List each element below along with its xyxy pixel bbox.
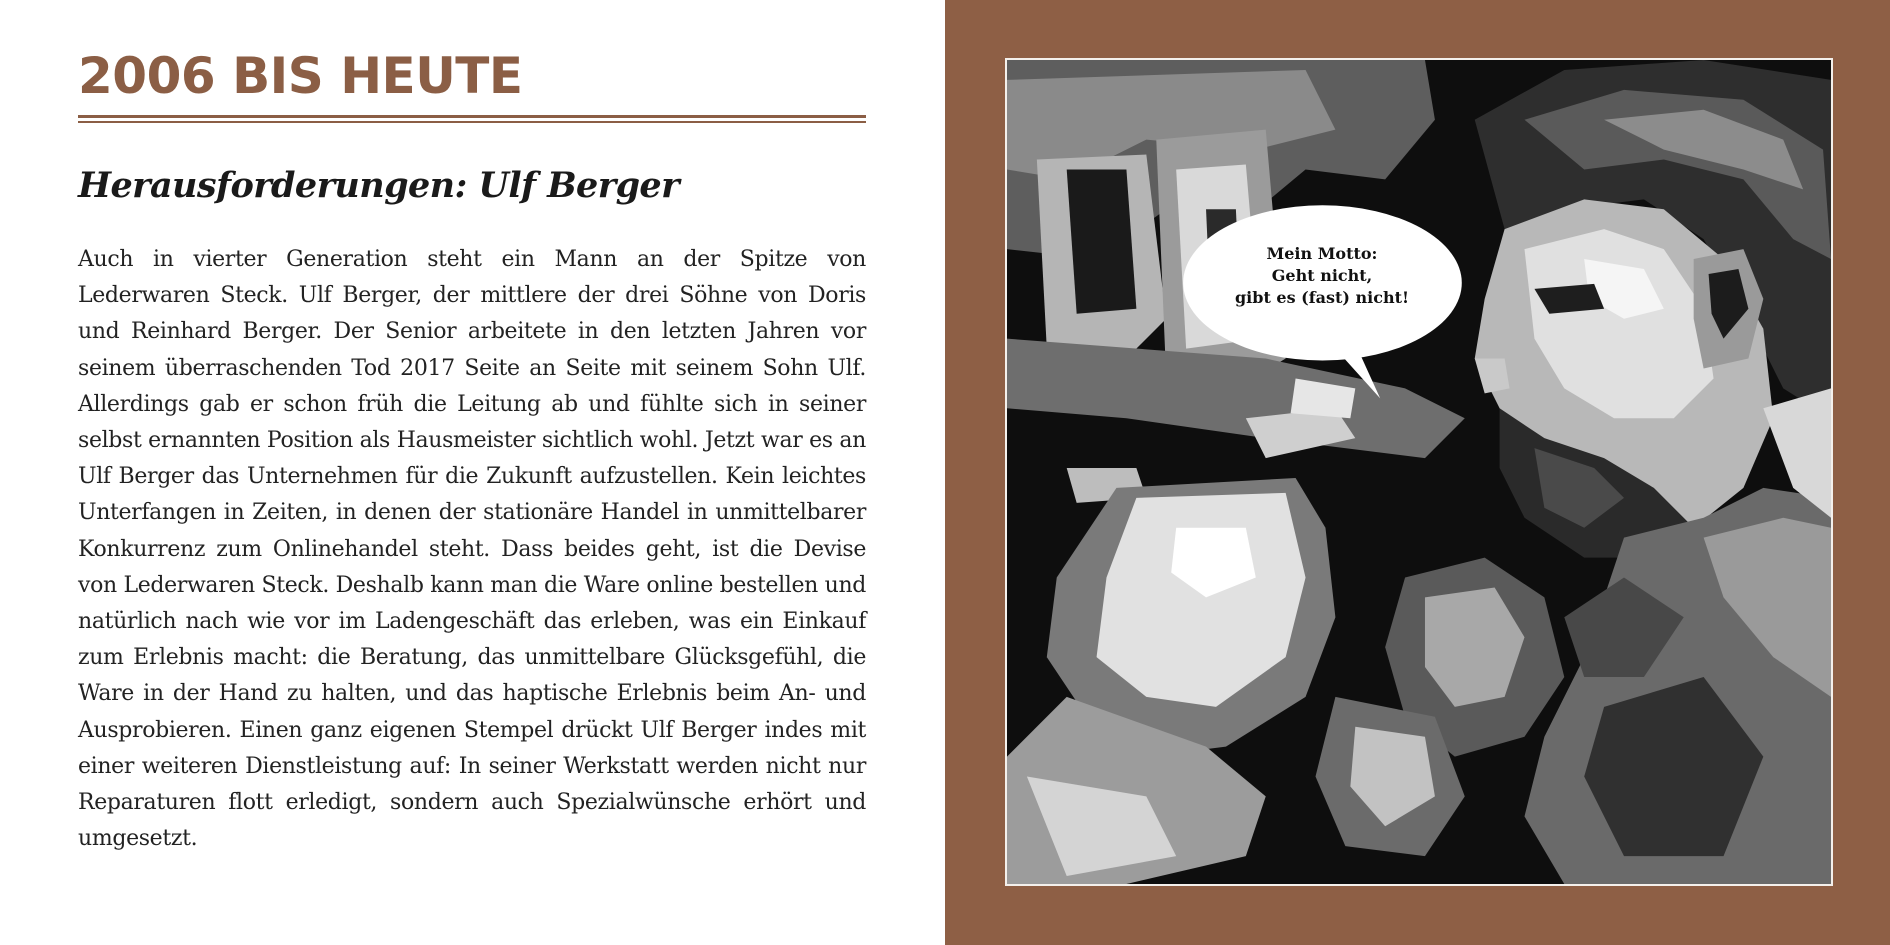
speech-line-3: gibt es (fast) nicht! [1234, 288, 1410, 307]
comic-portrait-illustration [1005, 58, 1833, 886]
body-paragraph: Auch in vierter Generation steht ein Mann an der Spitze von Lederwaren Steck. Ulf Berger, der mittlere der drei Söhne von Doris und Reinhard Berger. Der Senior arbeitete in den letzten Jahren vor seinem überraschenden Tod 2017 Seite an Seite mit seinem Sohn Ulf. Allerdings gab er schon früh die Leitung ab und fühlte sich in seiner selbst ernannten Position als Hausmeister sichtlich wohl. Jetzt war es an Ulf Berger das Unternehmen für die Zukunft aufzustellen. Kein leichtes Unterfangen in Zeiten, in denen der stationäre Handel in unmittelbarer Konkurrenz zum Onlinehandel steht. Dass beides geht, ist die Devise von Lederwaren Steck. Deshalb kann man die Ware online bestellen und natürlich nach wie vor im Ladengeschäft das erleben, was ein Einkauf zum Erlebnis macht: die Beratung, das unmittelbare Glücksgefühl, die Ware in der Hand zu halten, und das haptische Erlebnis beim An- und Ausprobieren. Einen ganz eigenen Stempel drückt Ulf Berger indes mit einer weiteren Dienstleistung auf: In seiner Werkstatt werden nicht nur Reparaturen flott erledigt, sondern auch Spezialwünsche erhört und umgesetzt. [78, 247, 866, 852]
title-rule-bottom [78, 121, 866, 123]
section-heading: Herausforderungen: Ulf Berger [78, 165, 679, 206]
portrait-artwork [1007, 60, 1831, 884]
speech-bubble-text [1232, 243, 1412, 309]
chapter-title: 2006 BIS HEUTE [78, 47, 523, 105]
right-page [945, 0, 1890, 945]
title-rule-top [78, 115, 866, 118]
speech-line-2: Geht nicht, [1271, 266, 1373, 285]
speech-line-1: Mein Motto: [1266, 244, 1378, 263]
title-double-rule [78, 115, 866, 125]
